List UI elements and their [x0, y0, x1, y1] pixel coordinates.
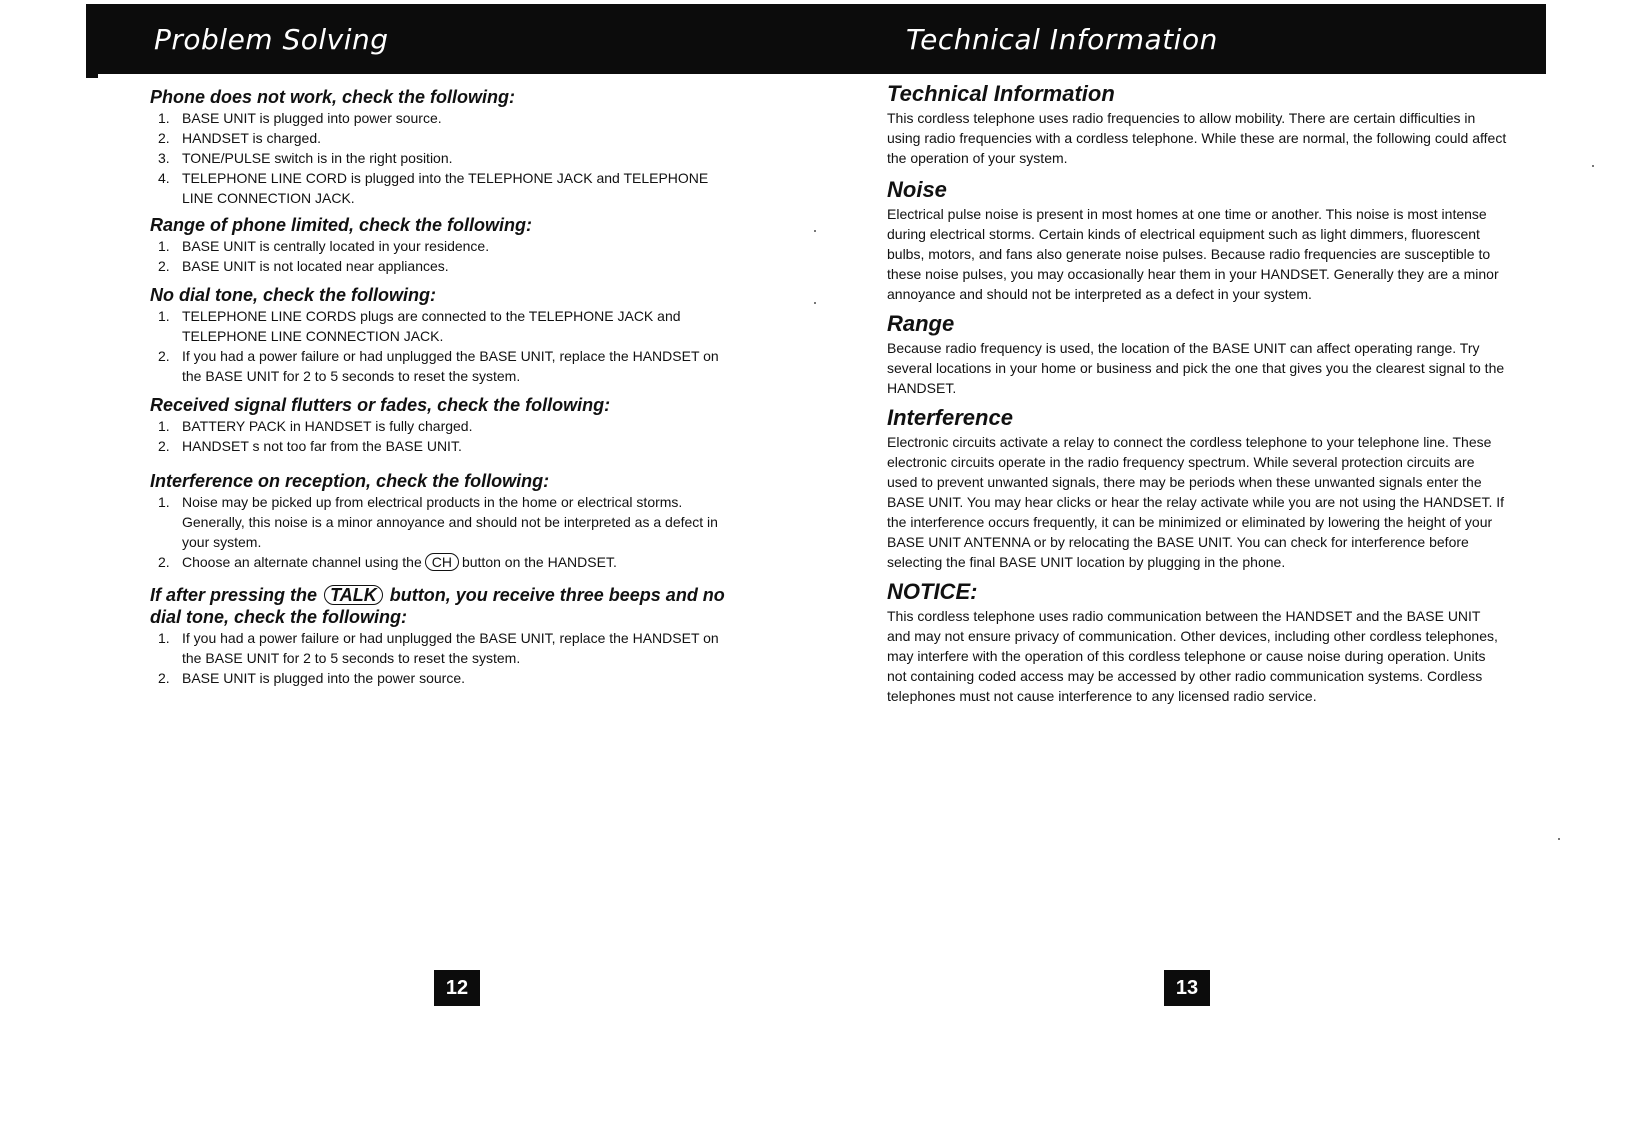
checklist	[150, 492, 780, 572]
list-item: 2. Choose an alternate channel using the CH button on the HANDSET.	[158, 554, 617, 570]
left-page-title: Problem Solving	[154, 22, 389, 56]
scan-speck	[814, 302, 816, 304]
section-interference	[887, 404, 1507, 572]
section-three-beeps	[150, 584, 780, 688]
page-number-right: 13	[1164, 970, 1210, 1006]
section-body: Electrical pulse noise is present in most homes at one time or another. This noise is most intense during electrical storms. Certain kinds of electrical equipment such as light dimmers, fluorescent bulbs, motors, and fans also generate noise pulses. Because radio frequencies are susceptible to these noise pulses, you may occasionally hear them in your HANDSET. Generally they are a minor annoyance and should not be interpreted as a defect in your system.	[887, 206, 1499, 302]
scan-speck	[1558, 838, 1560, 840]
list-item: 1. BASE UNIT is plugged into power source.	[158, 110, 442, 126]
left-page-header	[86, 4, 870, 74]
section-no-dial-tone	[150, 284, 780, 386]
section-technical-information	[887, 80, 1507, 168]
page-number-left: 12	[434, 970, 480, 1006]
list-item: 2. HANDSET is charged.	[158, 130, 322, 146]
section-body: Electronic circuits activate a relay to connect the cordless telephone to your telephone line. These electronic circuits operate in the radio frequency spectrum. While several protection circuits are used to prevent unwanted signals, there may be periods when these unwanted signals enter the BASE UNIT. You may hear clicks or hear the relay activate while you are not using the HANDSET. If the interference occurs frequently, it can be minimized or eliminated by lowering the height of your BASE UNIT ANTENNA or by relocating the BASE UNIT. You can check for interference before selecting the final BASE UNIT location by plugging in the phone.	[887, 434, 1505, 570]
list-item: 4. TELEPHONE LINE CORD is plugged into the TELEPHONE JACK and TELEPHONE LINE CONNECTION JACK.	[158, 170, 709, 206]
ch-key-icon: CH	[425, 553, 459, 571]
section-range-limited	[150, 214, 780, 276]
list-item: 2. BASE UNIT is not located near appliances.	[158, 258, 449, 274]
right-page-header	[870, 4, 1546, 74]
checklist	[150, 416, 780, 456]
section-heading: Range of phone limited, check the following:	[150, 215, 533, 235]
header-notch	[86, 70, 98, 78]
section-notice	[887, 578, 1507, 706]
scan-speck	[1592, 165, 1594, 167]
talk-key-icon: TALK	[324, 585, 383, 605]
section-heading: No dial tone, check the following:	[150, 285, 437, 305]
section-heading: If after pressing the TALK button, you receive three beeps and no dial tone, check the following:	[150, 585, 725, 627]
section-range	[887, 310, 1507, 398]
right-page-content	[887, 80, 1507, 706]
section-noise	[887, 176, 1507, 304]
list-item: 2. BASE UNIT is plugged into the power source.	[158, 670, 466, 686]
list-item: 1. BATTERY PACK in HANDSET is fully charged.	[158, 418, 473, 434]
section-heading: Phone does not work, check the following:	[150, 87, 516, 107]
section-heading: Interference on reception, check the following:	[150, 471, 550, 491]
section-phone-not-work	[150, 86, 780, 208]
section-heading: Technical Information	[887, 81, 1115, 106]
list-item: 2. HANDSET s not too far from the BASE UNIT.	[158, 438, 462, 454]
right-page-title: Technical Information	[906, 22, 1218, 56]
section-heading: Received signal flutters or fades, check the following:	[150, 395, 611, 415]
section-heading: NOTICE:	[887, 579, 978, 604]
section-heading: Interference	[887, 405, 1013, 430]
section-body: This cordless telephone uses radio communication between the HANDSET and the BASE UNIT and may not ensure privacy of communication. Other devices, including other cordless telephones, may interfere with the operation of this cordless telephone or cause noise during operation. Units not containing coded access may be accessed by other radio communication systems. Cordless telephones must not cause interference to any licensed radio service.	[887, 608, 1498, 704]
section-body: This cordless telephone uses radio frequencies to allow mobility. There are certain difficulties in using radio frequencies with a cordless telephone. While these are normal, the following could affect the operation of your system.	[887, 110, 1507, 166]
section-heading: Range	[887, 311, 955, 336]
list-item: 2. If you had a power failure or had unplugged the BASE UNIT, replace the HANDSET on the BASE UNIT for 2 to 5 seconds to reset the system.	[158, 348, 719, 384]
checklist	[150, 236, 780, 276]
scan-speck	[814, 230, 816, 232]
list-item: 1. Noise may be picked up from electrical products in the home or electrical storms. Generally, this noise is a minor annoyance and should not be interpreted as a defect in your system.	[158, 494, 718, 550]
section-body: Because radio frequency is used, the location of the BASE UNIT can affect operating range. Try several locations in your home or business and pick the one that gives you the clearest signal to the HANDSET.	[887, 340, 1505, 396]
section-signal-flutters	[150, 394, 780, 456]
left-page-content	[150, 86, 780, 688]
list-item: 3. TONE/PULSE switch is in the right position.	[158, 150, 453, 166]
section-heading: Noise	[887, 177, 947, 202]
list-item: 1. BASE UNIT is centrally located in your residence.	[158, 238, 490, 254]
checklist	[150, 306, 780, 386]
checklist	[150, 108, 780, 208]
checklist	[150, 628, 780, 688]
list-item: 1. If you had a power failure or had unplugged the BASE UNIT, replace the HANDSET on the BASE UNIT for 2 to 5 seconds to reset the system.	[158, 630, 719, 666]
section-interference-reception	[150, 470, 780, 572]
list-item: 1. TELEPHONE LINE CORDS plugs are connected to the TELEPHONE JACK and TELEPHONE LINE CONNECTION JACK.	[158, 308, 681, 344]
